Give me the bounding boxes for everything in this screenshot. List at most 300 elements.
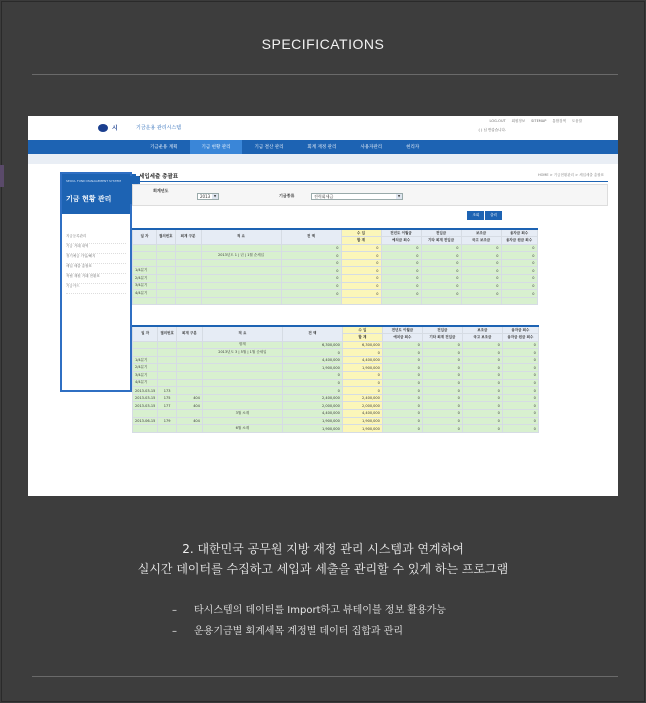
cell-sum: 1,900,000	[342, 364, 382, 372]
cell-desc	[202, 387, 282, 395]
cell-value	[501, 297, 537, 305]
cell-value: 0	[381, 267, 421, 275]
cell-amount: 2,400,000	[282, 394, 342, 402]
cell-desc	[202, 417, 282, 425]
table-row	[133, 290, 538, 298]
column-header: 수 입	[341, 229, 381, 237]
cell-no: 179	[158, 417, 177, 425]
column-header: 융자금 회수	[501, 229, 537, 237]
app-header	[28, 116, 618, 140]
cell-value: 0	[422, 417, 462, 425]
table-row	[133, 356, 539, 364]
sub-column-header: 기타 회계 전입금	[421, 237, 461, 245]
nav-item-settlement[interactable]: 기금 결산 관리	[254, 145, 284, 150]
cell-value: 0	[462, 372, 502, 380]
cell-value: 0	[422, 364, 462, 372]
cell-sum: 0	[342, 379, 382, 387]
cell-no	[157, 252, 176, 260]
cell-no	[158, 410, 177, 418]
cell-value: 0	[462, 402, 502, 410]
cell-no	[158, 379, 177, 387]
main-title-text: 세입세출 총괄표	[139, 174, 179, 180]
cell-value: 0	[502, 372, 538, 380]
cell-no	[158, 356, 177, 364]
caption-line-1: 2. 대한민국 공무원 지방 재정 관리 시스템과 연계하여	[182, 542, 464, 556]
cell-acct	[175, 282, 201, 290]
cell-acct	[175, 259, 201, 267]
cell-no: 177	[158, 402, 177, 410]
left-edge-marker	[0, 165, 4, 187]
cell-value: 0	[462, 425, 502, 433]
cell-value: 0	[421, 252, 461, 260]
cell-acct	[176, 410, 202, 418]
cell-value: 0	[421, 259, 461, 267]
cell-desc: 3월 소계	[202, 410, 282, 418]
cell-date	[133, 341, 158, 349]
cell-acct	[176, 372, 202, 380]
summary-table-1	[132, 228, 538, 305]
cell-acct	[175, 267, 201, 275]
cell-value: 0	[502, 349, 538, 357]
cell-value: 0	[381, 259, 421, 267]
cell-desc	[201, 267, 281, 275]
cell-value: 0	[501, 252, 537, 260]
cell-date: 3/4분기	[133, 282, 157, 290]
cell-no	[157, 290, 176, 298]
cell-desc	[202, 394, 282, 402]
util-link-sitemap[interactable]: SITEMAP	[531, 119, 547, 123]
cell-value: 0	[462, 379, 502, 387]
cell-value: 0	[502, 364, 538, 372]
cell-value: 0	[422, 356, 462, 364]
cell-value: 0	[461, 259, 501, 267]
cell-date: 4/4분기	[133, 379, 158, 387]
cell-value: 0	[502, 379, 538, 387]
cell-acct	[176, 387, 202, 395]
bullet-text: 운용기금별 회계세목 계정별 데이터 집합과 관리	[194, 626, 404, 637]
cell-desc: 2013년도 1 | 년 | 1월 순세입	[201, 252, 281, 260]
cell-acct	[175, 297, 201, 305]
util-link-search[interactable]: 통합검색	[552, 119, 566, 123]
table-row	[133, 425, 539, 433]
cell-sum: 0	[341, 244, 381, 252]
table-row	[133, 297, 538, 305]
cell-amount: 0	[281, 252, 341, 260]
app-screenshot	[28, 116, 618, 496]
cell-date: 2013-03-15	[133, 402, 158, 410]
utility-links	[490, 119, 582, 124]
sidebar-title: 기금 현황 관리	[66, 195, 112, 203]
cell-acct: 404	[176, 417, 202, 425]
cell-value: 0	[422, 341, 462, 349]
cell-date: 3/4분기	[133, 372, 158, 380]
util-link-member[interactable]: 회원정보	[511, 119, 526, 123]
cell-acct	[175, 252, 201, 260]
cell-amount: 0	[281, 275, 341, 283]
logo-subtitle: 기금운용 관리시스템	[136, 125, 182, 131]
cell-no	[157, 282, 176, 290]
top-nav	[28, 140, 618, 154]
cell-amount: 0	[281, 282, 341, 290]
cell-value: 0	[382, 425, 422, 433]
sub-column-header: 합 계	[342, 334, 382, 342]
cell-acct	[175, 244, 201, 252]
sidebar-item[interactable]: 정기예금 가입/해지	[66, 254, 126, 264]
column-header: 회계 구분	[175, 229, 201, 244]
cell-no	[157, 259, 176, 267]
cell-value: 0	[461, 252, 501, 260]
bullet-dash: –	[172, 605, 177, 616]
nav-item-accounting[interactable]: 회계 재정 관리	[307, 145, 337, 150]
cell-date: 2/4분기	[133, 275, 157, 283]
cell-no	[157, 275, 176, 283]
cell-date: 2013-03-15	[133, 387, 158, 395]
cell-value: 0	[422, 387, 462, 395]
cell-value: 0	[462, 394, 502, 402]
cell-value: 0	[381, 252, 421, 260]
cell-amount: 0	[281, 267, 341, 275]
cell-amount: 4,400,000	[282, 356, 342, 364]
table-row	[133, 410, 539, 418]
cell-acct	[176, 364, 202, 372]
column-header: 결의번호	[157, 229, 176, 244]
cell-acct: 404	[176, 394, 202, 402]
column-header: 전년도 이월금	[381, 229, 421, 237]
cell-value: 0	[382, 356, 422, 364]
bullet-dash: –	[172, 626, 177, 637]
cell-value: 0	[462, 349, 502, 357]
cell-date	[133, 349, 158, 357]
main-content	[132, 170, 608, 496]
cell-desc	[202, 356, 282, 364]
fund-select[interactable]	[311, 193, 403, 200]
nav-item-status[interactable]: 기금 현황 관리	[190, 140, 243, 154]
cell-value: 0	[421, 282, 461, 290]
cell-acct	[176, 341, 202, 349]
cell-value: 0	[422, 402, 462, 410]
cell-value: 0	[421, 267, 461, 275]
cell-date: 2013-06-15	[133, 417, 158, 425]
column-header: 적 요	[202, 326, 282, 341]
cell-value: 0	[502, 387, 538, 395]
sidebar-small-text: SEOUL FUND MANAGEMENT SYSTEM	[66, 179, 121, 183]
welcome-text: ( ) 님 반갑습니다.	[478, 128, 506, 132]
cell-value: 0	[382, 341, 422, 349]
cell-value	[421, 297, 461, 305]
util-link-help[interactable]: 도움말	[571, 119, 582, 123]
cell-value: 0	[381, 290, 421, 298]
cell-value: 0	[502, 356, 538, 364]
column-header: 보조금	[462, 326, 502, 334]
year-select[interactable]	[197, 193, 219, 200]
cell-value: 0	[422, 425, 462, 433]
cell-desc: 6월 소계	[202, 425, 282, 433]
cell-no	[157, 244, 176, 252]
sidebar-item[interactable]: 적립 재원 거래 현황표	[66, 274, 126, 284]
cell-amount: 1,900,000	[282, 417, 342, 425]
caption-line-2: 실시간 데이터를 수집하고 세입과 세출을 관리할 수 있게 하는 프로그램	[137, 562, 509, 576]
sidebar-item[interactable]: 세입 세출 총괄표	[66, 264, 126, 274]
cell-value	[381, 297, 421, 305]
cell-sum: 0	[341, 267, 381, 275]
nav-item-plan[interactable]: 기금운용 계획	[150, 145, 178, 150]
cell-value: 0	[502, 402, 538, 410]
cell-value: 0	[462, 341, 502, 349]
cell-no	[157, 297, 176, 305]
cell-amount	[281, 297, 341, 305]
cell-date	[133, 297, 157, 305]
cell-desc: 2013년도 3 | 5월 | 1월 순세입	[202, 349, 282, 357]
cell-date: 1/4분기	[133, 356, 158, 364]
cell-sum: 0	[342, 387, 382, 395]
cell-no	[158, 349, 177, 357]
sub-column-header: 국고 보조금	[461, 237, 501, 245]
fund-select-value: 전력회세금	[314, 194, 334, 199]
cell-sum: 0	[342, 372, 382, 380]
cell-value: 0	[381, 244, 421, 252]
cell-date	[133, 252, 157, 260]
print-button[interactable]: 출력	[485, 211, 502, 220]
cell-value: 0	[422, 394, 462, 402]
cell-value	[461, 297, 501, 305]
cell-desc	[202, 379, 282, 387]
year-label: 회계년도	[153, 188, 169, 193]
table-row	[133, 267, 538, 275]
title-rule	[132, 181, 608, 182]
nav-item-users[interactable]: 사용자관리	[360, 145, 383, 150]
column-header: 일 자	[133, 229, 157, 244]
main-title	[132, 172, 178, 180]
column-header: 전입금	[422, 326, 462, 334]
cell-value: 0	[382, 417, 422, 425]
cell-value: 0	[462, 387, 502, 395]
sub-column-header: 예치금 회수	[382, 334, 422, 342]
cell-sum: 4,400,000	[342, 410, 382, 418]
cell-no	[158, 425, 177, 433]
bullet-text: 타시스템의 데이터를 Import하고 뷰테이블 정보 활용가능	[194, 605, 446, 616]
cell-no	[157, 267, 176, 275]
table-row	[133, 387, 539, 395]
cell-no	[158, 341, 177, 349]
cell-value: 0	[422, 349, 462, 357]
action-buttons	[467, 211, 502, 220]
cell-value: 0	[422, 379, 462, 387]
cell-desc	[201, 282, 281, 290]
cell-value: 0	[502, 410, 538, 418]
cell-date	[133, 425, 158, 433]
cell-value: 0	[382, 394, 422, 402]
cell-value: 0	[382, 387, 422, 395]
cell-sum: 0	[341, 275, 381, 283]
cell-no: 175	[158, 394, 177, 402]
cell-sum: 0	[341, 282, 381, 290]
cell-value: 0	[382, 349, 422, 357]
cell-value: 0	[502, 425, 538, 433]
cell-value: 0	[381, 282, 421, 290]
table-row	[133, 275, 538, 283]
cell-amount: 1,900,000	[282, 425, 342, 433]
cell-no: 173	[158, 387, 177, 395]
cell-value: 0	[382, 372, 422, 380]
column-header: 전입금	[421, 229, 461, 237]
cell-desc	[202, 372, 282, 380]
cell-desc	[201, 259, 281, 267]
cell-sum: 2,400,000	[342, 394, 382, 402]
column-header: 전 액	[282, 326, 342, 341]
cell-value: 0	[461, 290, 501, 298]
table-row	[133, 394, 539, 402]
cell-value: 0	[422, 410, 462, 418]
cell-value: 0	[501, 267, 537, 275]
cell-value: 0	[462, 417, 502, 425]
filter-panel	[132, 184, 608, 206]
column-header: 전년도 이월금	[382, 326, 422, 334]
cell-amount: 0	[281, 290, 341, 298]
cell-sum: 2,000,000	[342, 402, 382, 410]
cell-amount: 0	[282, 349, 342, 357]
logo-text: 시	[112, 125, 118, 132]
cell-amount: 1,900,000	[282, 364, 342, 372]
cell-amount: 4,400,000	[282, 410, 342, 418]
column-header: 수 입	[342, 326, 382, 334]
sidebar-item[interactable]: 지금등록관리	[66, 234, 126, 244]
table-row	[133, 379, 539, 387]
table-row	[133, 244, 538, 252]
cell-desc	[201, 290, 281, 298]
cell-value: 0	[421, 275, 461, 283]
cell-amount: 0	[282, 387, 342, 395]
sub-nav	[28, 154, 618, 164]
cell-value: 0	[502, 394, 538, 402]
cell-desc	[201, 275, 281, 283]
cell-value: 0	[421, 244, 461, 252]
cell-sum	[341, 297, 381, 305]
table-row	[133, 252, 538, 260]
column-header: 융자금 회수	[502, 326, 538, 334]
cell-value: 0	[382, 410, 422, 418]
sidebar	[60, 172, 132, 392]
logo-icon	[98, 124, 108, 132]
cell-acct	[176, 349, 202, 357]
cell-sum: 1,900,000	[342, 417, 382, 425]
cell-value: 0	[381, 275, 421, 283]
cell-amount: 0	[282, 372, 342, 380]
cell-date	[133, 244, 157, 252]
breadcrumb: HOME > 기금현황관리 > 세입세출 총괄표	[538, 173, 604, 177]
table-row	[133, 349, 539, 357]
table-row	[133, 259, 538, 267]
cell-desc	[202, 364, 282, 372]
cell-no	[158, 364, 177, 372]
cell-amount: 0	[281, 244, 341, 252]
cell-value: 0	[382, 379, 422, 387]
cell-acct	[176, 425, 202, 433]
sub-column-header: 기타 회계 전입금	[422, 334, 462, 342]
cell-acct	[176, 356, 202, 364]
summary-table-2	[132, 325, 539, 433]
cell-value: 0	[421, 290, 461, 298]
page-heading: SPECIFICATIONS	[261, 36, 385, 52]
bottom-divider	[32, 676, 618, 677]
cell-acct	[175, 275, 201, 283]
sub-column-header: 예치금 회수	[381, 237, 421, 245]
year-select-value: 2013	[200, 194, 211, 199]
column-header: 일 자	[133, 326, 158, 341]
sub-column-header: 융자금 원금 회수	[501, 237, 537, 245]
sidebar-item[interactable]: 기금 거래 내역	[66, 244, 126, 254]
top-divider	[32, 74, 618, 75]
cell-value: 0	[462, 364, 502, 372]
table-row	[133, 282, 538, 290]
table-row	[133, 402, 539, 410]
cell-date: 2013-03-15	[133, 394, 158, 402]
cell-sum: 0	[342, 349, 382, 357]
cell-value: 0	[462, 356, 502, 364]
bullet-item-1	[172, 601, 446, 616]
cell-value: 0	[461, 244, 501, 252]
table-row	[133, 341, 539, 349]
cell-value: 0	[461, 275, 501, 283]
cell-sum: 0	[341, 259, 381, 267]
column-header: 전 액	[281, 229, 341, 244]
title-bullet-icon	[132, 174, 136, 178]
bullet-item-2	[172, 622, 403, 637]
cell-sum: 4,400,000	[342, 356, 382, 364]
cell-value: 0	[502, 341, 538, 349]
sub-column-header: 국고 보조금	[462, 334, 502, 342]
cell-amount: 6,300,000	[282, 341, 342, 349]
cell-value: 0	[501, 244, 537, 252]
sub-column-header: 융자금 원금 회수	[502, 334, 538, 342]
cell-sum: 6,300,000	[342, 341, 382, 349]
cell-acct	[176, 379, 202, 387]
cell-acct	[175, 290, 201, 298]
cell-date: 1/4분기	[133, 267, 157, 275]
column-header: 회계 구분	[176, 326, 202, 341]
cell-sum: 0	[341, 252, 381, 260]
chevron-down-icon: ▼	[397, 194, 401, 198]
cell-date: 4/4분기	[133, 290, 157, 298]
sidebar-item[interactable]: 기금카드	[66, 284, 126, 294]
search-button[interactable]: 조회	[467, 211, 484, 220]
nav-item-admin[interactable]: 현리자	[406, 145, 420, 150]
cell-sum: 0	[341, 290, 381, 298]
cell-value: 0	[461, 282, 501, 290]
cell-value: 0	[382, 402, 422, 410]
util-link-logout[interactable]: LOG-OUT	[489, 119, 506, 123]
fund-label: 기금종류	[279, 193, 295, 198]
cell-date	[133, 410, 158, 418]
cell-no	[158, 372, 177, 380]
cell-date: 2/4분기	[133, 364, 158, 372]
cell-amount: 0	[281, 259, 341, 267]
sidebar-menu	[62, 214, 130, 294]
column-header: 결의번호	[158, 326, 177, 341]
table-row	[133, 417, 539, 425]
cell-value: 0	[501, 290, 537, 298]
table-row	[133, 364, 539, 372]
cell-value: 0	[382, 364, 422, 372]
cell-date	[133, 259, 157, 267]
sub-column-header: 합 계	[341, 237, 381, 245]
sidebar-header	[62, 174, 130, 214]
cell-amount: 2,000,000	[282, 402, 342, 410]
cell-value: 0	[501, 282, 537, 290]
cell-desc	[201, 297, 281, 305]
cell-desc	[201, 244, 281, 252]
cell-amount: 0	[282, 379, 342, 387]
column-header: 적 요	[201, 229, 281, 244]
